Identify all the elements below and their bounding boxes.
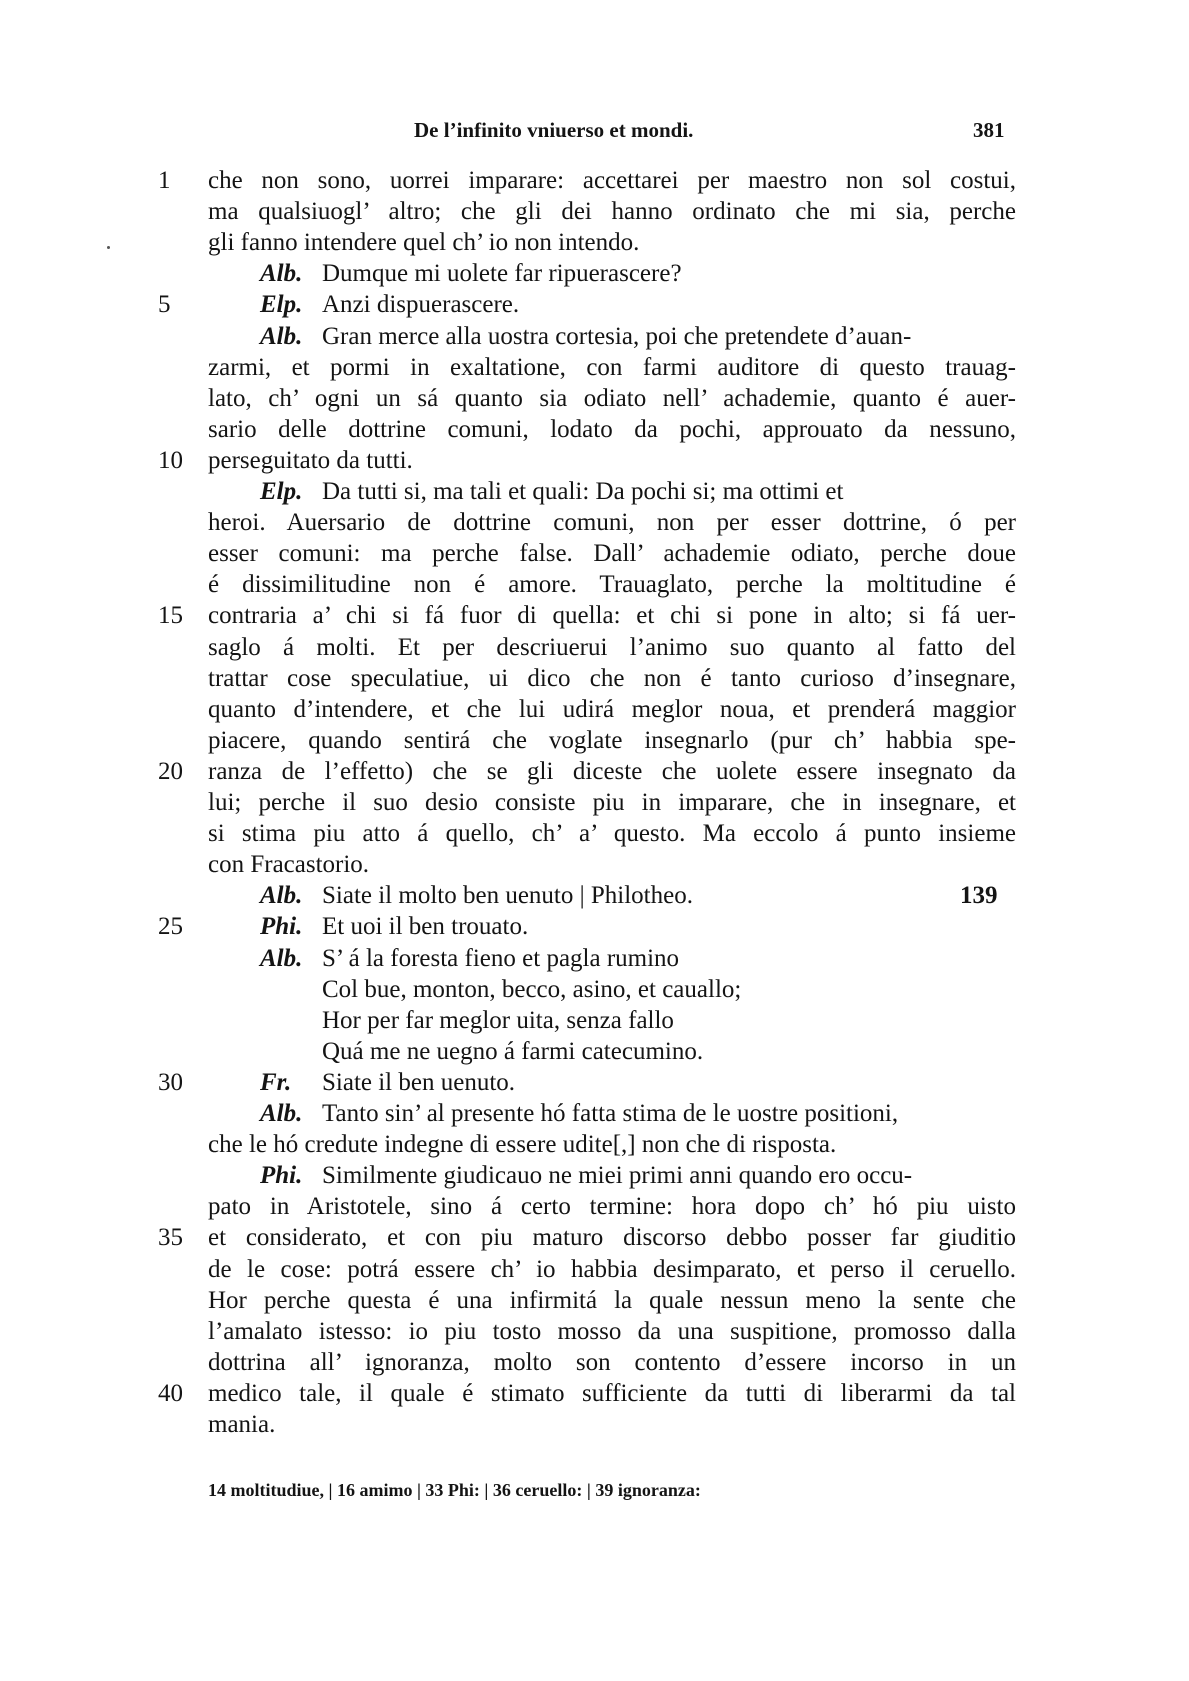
text-line bbox=[208, 1191, 1016, 1222]
text-line bbox=[208, 974, 1016, 1005]
line-text: heroi. Auersario de dottrine comuni, non per esser dottrine, ó per bbox=[208, 509, 1016, 537]
text-line bbox=[208, 1129, 1016, 1160]
line-text: Hor perche questa é una infirmitá la quale nessun meno la sente che bbox=[208, 1286, 1016, 1314]
text-line bbox=[208, 1316, 1016, 1347]
text-line bbox=[208, 383, 1016, 414]
text-line bbox=[208, 1098, 1016, 1129]
line-text: sario delle dottrine comuni, lodato da pochi, approuato da nessuno, bbox=[208, 415, 1016, 443]
line-text: zarmi, et pormi in exaltatione, con farmi auditore di questo trauag- bbox=[208, 353, 1016, 381]
line-number: 25 bbox=[158, 913, 183, 941]
text-line bbox=[208, 663, 1016, 694]
text-line bbox=[208, 694, 1016, 725]
text-line bbox=[208, 600, 1016, 631]
text-line bbox=[208, 352, 1016, 383]
line-text: piacere, quando sentirá che voglate insegnarlo (pur ch’ habbia spe- bbox=[208, 726, 1016, 754]
line-text: che non sono, uorrei imparare: accettarei per maestro non sol costui, bbox=[208, 167, 1016, 194]
text-line bbox=[208, 258, 1016, 289]
line-text: de le cose: potrá essere ch’ io habbia desimparato, et perso il ceruello. bbox=[208, 1255, 1016, 1283]
line-text: é dissimilitudine non é amore. Trauaglato, perche la moltitudine é bbox=[208, 571, 1016, 599]
line-text: Siate il molto ben uenuto | Philotheo. bbox=[322, 882, 693, 910]
line-text: Similmente giudicauo ne miei primi anni quando ero occu- bbox=[322, 1162, 913, 1190]
critical-apparatus: 14 moltitudiue, | 16 amimo | 33 Phi: | 36 ceruello: | 39 ignoranza: bbox=[208, 1480, 701, 1500]
text-line bbox=[208, 1036, 1016, 1067]
line-text: dottrina all’ ignoranza, molto son contento d’essere incorso in un bbox=[208, 1348, 1016, 1376]
line-text: Da tutti si, ma tali et quali: Da pochi si; ma ottimi et bbox=[322, 478, 844, 505]
text-line bbox=[208, 196, 1016, 227]
line-text: Gran merce alla uostra cortesia, poi che pretendete d’auan- bbox=[322, 322, 912, 350]
text-line bbox=[208, 818, 1016, 849]
speaker-label: Alb. bbox=[260, 322, 303, 350]
text-line bbox=[208, 632, 1016, 663]
text-line bbox=[208, 445, 1016, 476]
line-text: trattar cose speculatiue, ui dico che non é tanto curioso d’insegnare, bbox=[208, 664, 1016, 692]
speaker-label: Alb. bbox=[260, 944, 303, 972]
line-text: l’amalato istesso: io piu tosto mosso da una suspitione, promosso dalla bbox=[208, 1317, 1016, 1345]
line-text: con Fracastorio. bbox=[208, 851, 370, 879]
text-line bbox=[208, 165, 1016, 196]
text-line bbox=[208, 1005, 1016, 1036]
line-text: contraria a’ chi si fá fuor di quella: et chi si pone in alto; si fá uer- bbox=[208, 602, 1016, 630]
line-text: ranza de l’effetto) che se gli diceste che uolete essere insegnato da bbox=[208, 757, 1016, 785]
text-line bbox=[208, 414, 1016, 445]
text-line bbox=[208, 756, 1016, 787]
line-text: che le hó credute indegne di essere udite[,] non che di risposta. bbox=[208, 1131, 837, 1159]
text-line bbox=[208, 1160, 1016, 1191]
line-text: quanto d’intendere, et che lui udirá meglor noua, et prenderá maggior bbox=[208, 695, 1016, 723]
text-line bbox=[208, 943, 1016, 974]
line-number: 10 bbox=[158, 446, 183, 474]
line-text: lato, ch’ ogni un sá quanto sia odiato nell’ achademie, quanto é auer- bbox=[208, 384, 1016, 412]
line-text: medico tale, il quale é stimato sufficiente da tutti di liberarmi da tal bbox=[208, 1379, 1016, 1407]
line-text: gli fanno intendere quel ch’ io non intendo. bbox=[208, 229, 640, 257]
line-text: lui; perche il suo desio consiste piu in imparare, che in insegnare, et bbox=[208, 789, 1016, 816]
text-line bbox=[208, 321, 1016, 352]
line-number: 20 bbox=[158, 757, 183, 785]
line-text: perseguitato da tutti. bbox=[208, 446, 413, 474]
line-text: Anzi dispuerascere. bbox=[322, 291, 520, 319]
running-title: De l’infinito vniuerso et mondi. bbox=[414, 118, 694, 142]
text-line bbox=[208, 227, 1016, 258]
line-text: ma qualsiuogl’ altro; che gli dei hanno ordinato che mi sia, perche bbox=[208, 198, 1016, 226]
line-text: et considerato, et con piu maturo discorso debbo posser far giuditio bbox=[208, 1224, 1016, 1252]
text-line bbox=[208, 880, 1016, 911]
speaker-label: Phi. bbox=[260, 913, 303, 941]
text-line bbox=[208, 507, 1016, 538]
text-line bbox=[208, 289, 1016, 320]
line-number: 5 bbox=[158, 291, 171, 319]
line-text: Siate il ben uenuto. bbox=[322, 1068, 516, 1096]
speaker-label: Phi. bbox=[260, 1162, 303, 1190]
line-number: 40 bbox=[158, 1379, 183, 1407]
line-number: 35 bbox=[158, 1224, 183, 1252]
text-line bbox=[208, 849, 1016, 880]
line-number: 1 bbox=[158, 167, 171, 194]
line-text: Et uoi il ben trouato. bbox=[322, 913, 529, 941]
speaker-label: Alb. bbox=[260, 882, 303, 910]
margin-dot bbox=[107, 246, 110, 249]
line-text: Dumque mi uolete far ripuerascere? bbox=[322, 260, 682, 288]
line-text: Col bue, monton, becco, asino, et cauallo; bbox=[322, 975, 742, 1003]
text-line bbox=[208, 476, 1016, 507]
line-text: Hor per far meglor uita, senza fallo bbox=[322, 1006, 674, 1034]
speaker-label: Elp. bbox=[260, 291, 303, 319]
text-line bbox=[208, 538, 1016, 569]
speaker-label: Fr. bbox=[260, 1068, 292, 1096]
text-line bbox=[208, 1409, 1016, 1440]
text-line bbox=[208, 1285, 1016, 1316]
line-number: 30 bbox=[158, 1068, 183, 1096]
text-line bbox=[208, 911, 1016, 942]
page-number: 381 bbox=[973, 118, 1005, 142]
text-line bbox=[208, 1254, 1016, 1285]
text-line bbox=[208, 1067, 1016, 1098]
line-text: pato in Aristotele, sino á certo termine: hora dopo ch’ hó piu uisto bbox=[208, 1193, 1016, 1221]
text-line bbox=[208, 1222, 1016, 1253]
text-line bbox=[208, 1378, 1016, 1409]
line-text: saglo á molti. Et per descriuerui l’animo suo quanto al fatto del bbox=[208, 633, 1016, 661]
line-number: 15 bbox=[158, 602, 183, 630]
text-line bbox=[208, 569, 1016, 600]
line-text: mania. bbox=[208, 1411, 276, 1438]
text-line bbox=[208, 787, 1016, 818]
original-page-marker: 139 bbox=[960, 882, 998, 910]
text-line bbox=[208, 725, 1016, 756]
line-text: S’ á la foresta fieno et pagla rumino bbox=[322, 944, 680, 972]
line-text: Tanto sin’ al presente hó fatta stima de le uostre positioni, bbox=[322, 1100, 899, 1127]
line-text: esser comuni: ma perche false. Dall’ achademie odiato, perche doue bbox=[208, 540, 1016, 568]
speaker-label: Alb. bbox=[260, 260, 303, 288]
speaker-label: Alb. bbox=[260, 1100, 303, 1127]
text-line bbox=[208, 1347, 1016, 1378]
line-text: Quá me ne uegno á farmi catecumino. bbox=[322, 1037, 704, 1065]
speaker-label: Elp. bbox=[260, 478, 303, 505]
line-text: si stima piu atto á quello, ch’ a’ questo. Ma eccolo á punto insieme bbox=[208, 820, 1016, 848]
